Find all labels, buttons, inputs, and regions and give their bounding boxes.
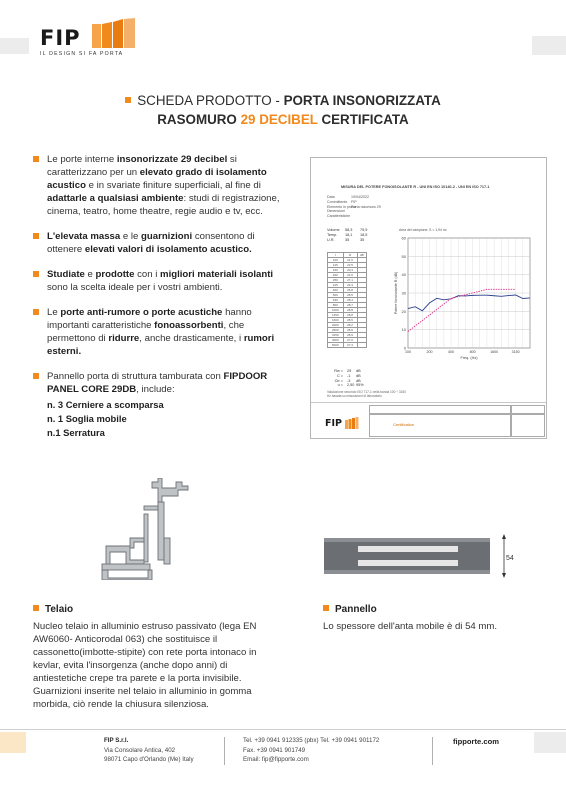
included-item: n.1 Serratura [47, 427, 105, 438]
footer-address: FIP S.r.l. Via Consolare Antica, 402 98071 Capo d'Orlando (Me) Italy [104, 737, 194, 763]
table-cell: 100 [328, 258, 344, 263]
telaio-heading: Telaio [33, 604, 73, 615]
door-fan-icon [92, 18, 136, 48]
table-cell: 22,5 [343, 263, 357, 268]
table-cell: 28,8 [343, 313, 357, 318]
certificate-label: Certification [393, 422, 415, 427]
included-item: n. 1 Soglia mobile [47, 413, 127, 424]
table-cell: 200 [328, 273, 344, 278]
certificate-note: Valutazione secondo ISO 717-1 nella banda 100 ÷ 3150 Hz basata su misurazioni di laboratorio [327, 390, 406, 398]
sound-insulation-chart [394, 232, 536, 368]
included-item: n. 3 Cerniere a scomparsa [47, 399, 164, 410]
table-cell: 28,6 [343, 328, 357, 333]
table-cell: 500 [328, 293, 344, 298]
feature-bullet-1: Le porte interne insonorizzate 29 decibel si caratterizzano per un elevato grado di isolamento acustico e in svariate finiture superficiali, al fine di adattarle a qualsiasi ambiente: studi di registrazione, cinema, teatro, home theatre, regie audio e tv, ecc. [33, 153, 283, 218]
feature-bullet-4: Le porte anti-rumore o porte acustiche hanno importanti caratteristiche fonoassorbenti, che permettono di ridurre, anche drasticamente, i rumori esterni. [33, 306, 283, 358]
frame-profile-drawing [100, 478, 210, 580]
certificate-results: Rw = 29 dB C = -1 dB Ctr = -3 dB u = 2,50 95% [334, 369, 364, 388]
pannello-description: Lo spessore dell'anta mobile è di 54 mm. [323, 621, 498, 632]
table-cell: 2000 [328, 323, 344, 328]
page-title-line-2: RASOMURO 29 DECIBEL CERTIFICATA [157, 112, 409, 127]
y-tick-label: 50 [401, 253, 406, 259]
table-cell: 315 [328, 283, 344, 288]
feature-list [33, 153, 283, 440]
table-cell: 5000 [328, 343, 344, 348]
door-fan-icon [345, 417, 359, 429]
table-header: R [343, 253, 357, 258]
thickness-label: 54 [506, 555, 514, 562]
chart-sample-area: Area del campione: S = 1,94 m² [399, 228, 447, 232]
table-cell: 26,3 [343, 283, 357, 288]
table-cell: 28,2 [343, 323, 357, 328]
table-cell: 28,5 [343, 318, 357, 323]
x-tick-label: 400 [448, 350, 455, 354]
fip-logo [40, 18, 135, 62]
table-cell: 2500 [328, 328, 344, 333]
page-title-line-1: SCHEDA PRODOTTO - PORTA INSONORIZZATA [0, 93, 566, 108]
table-cell: 4000 [328, 338, 344, 343]
telaio-description: Nucleo telaio in alluminio estruso passivato (lega EN AW6060- Anticorodal 063) che sostituisce il cassonetto(imbotte-stipite) con rete porta intonaco in kevlar, evita l'insorgenza (anche dopo anni) di antiestetiche crepe tra parete e la porta invisibile. Guarnizioni inserite nel telaio in alluminio in gomma morbida, ciò rende la chiusura silenziosa. [33, 621, 257, 710]
x-tick-label: 100 [405, 350, 411, 354]
certificate-document [310, 157, 547, 439]
y-tick-label: 10 [401, 327, 406, 333]
website-link[interactable]: fipporte.com [453, 737, 499, 746]
table-cell: 27,1 [343, 278, 357, 283]
table-cell: 20,3 [343, 268, 357, 273]
x-tick-label: 800 [469, 350, 476, 354]
table-cell: 125 [328, 263, 344, 268]
feature-bullet-5: Pannello porta di struttura tamburata con FIPDOOR PANEL CORE 29DB, include: [33, 370, 283, 396]
table-header: f [328, 253, 344, 258]
measurement-table [327, 252, 367, 348]
corner-tab-bottom-right [534, 732, 566, 753]
x-tick-label: 1600 [490, 350, 499, 354]
x-axis-label: Freq. (Hz) [460, 356, 478, 360]
corner-tab-top-right [532, 36, 566, 55]
table-cell: 26,8 [343, 288, 357, 293]
table-cell: 24,6 [343, 273, 357, 278]
y-tick-label: 20 [401, 308, 406, 314]
x-tick-label: 200 [426, 350, 433, 354]
table-cell: 28,9 [343, 333, 357, 338]
y-axis-label: Potere fonoisolante R (dB) [394, 271, 398, 315]
table-cell: 160 [328, 268, 344, 273]
table-cell: 28,7 [343, 303, 357, 308]
y-tick-label: 40 [401, 272, 406, 278]
table-cell: 28,8 [343, 308, 357, 313]
footer-contacts: Tel. +39 0941 912335 (pbx) Tel. +39 0941 901172 Fax. +39 0941 901749 Email: fip@fipporte.com [243, 737, 380, 763]
footer-divider [0, 729, 566, 730]
table-cell: 400 [328, 288, 344, 293]
corner-tab-bottom-left [0, 732, 26, 753]
table-cell: 28,4 [343, 298, 357, 303]
y-tick-label: 0 [403, 345, 406, 351]
certificate-conditions: Volume 58,3 79,9 Temp. 18,1 18,5 U.R. 35 35 [327, 228, 368, 242]
logo-text: FIP [40, 26, 81, 50]
panel-section-drawing [322, 532, 522, 582]
table-cell: 1600 [328, 318, 344, 323]
table-cell: 1250 [328, 313, 344, 318]
y-tick-label: 60 [401, 235, 406, 241]
certificate-title: MISURA DEL POTERE FONOISOLANTE R - UNI EN ISO 10140-2 - UNI EN ISO 717-1 [341, 185, 490, 189]
table-row [328, 343, 367, 348]
corner-tab-top-left [0, 38, 29, 54]
pannello-heading: Pannello [323, 604, 377, 615]
feature-bullet-3: Studiate e prodotte con i migliori materiali isolanti sono la scelta ideale per i vostri ambienti. [33, 268, 283, 294]
table-cell: 27,0 [343, 338, 357, 343]
table-cell: 800 [328, 303, 344, 308]
table-header: dB [357, 253, 367, 258]
table-cell: 250 [328, 278, 344, 283]
certificate-logo: FIP [325, 417, 359, 431]
table-cell: 28,5 [343, 293, 357, 298]
table-cell: 1000 [328, 308, 344, 313]
table-cell: 3150 [328, 333, 344, 338]
x-tick-label: 3150 [511, 350, 520, 354]
feature-bullet-2: L'elevata massa e le guarnizioni consentono di ottenere elevati valori di isolamento acustico. [33, 230, 283, 256]
logo-tagline: IL DESIGN SI FA PORTA [40, 51, 124, 57]
table-cell [357, 343, 367, 348]
certificate-info: Data 19/04/2022 Committente FIP Elemento in provaPorta rasomuro 29 Dimensioni Caratteristiche [327, 195, 381, 219]
table-cell: 27,3 [343, 343, 357, 348]
y-tick-label: 30 [401, 290, 406, 296]
table-cell: 21,5 [343, 258, 357, 263]
table-cell: 630 [328, 298, 344, 303]
